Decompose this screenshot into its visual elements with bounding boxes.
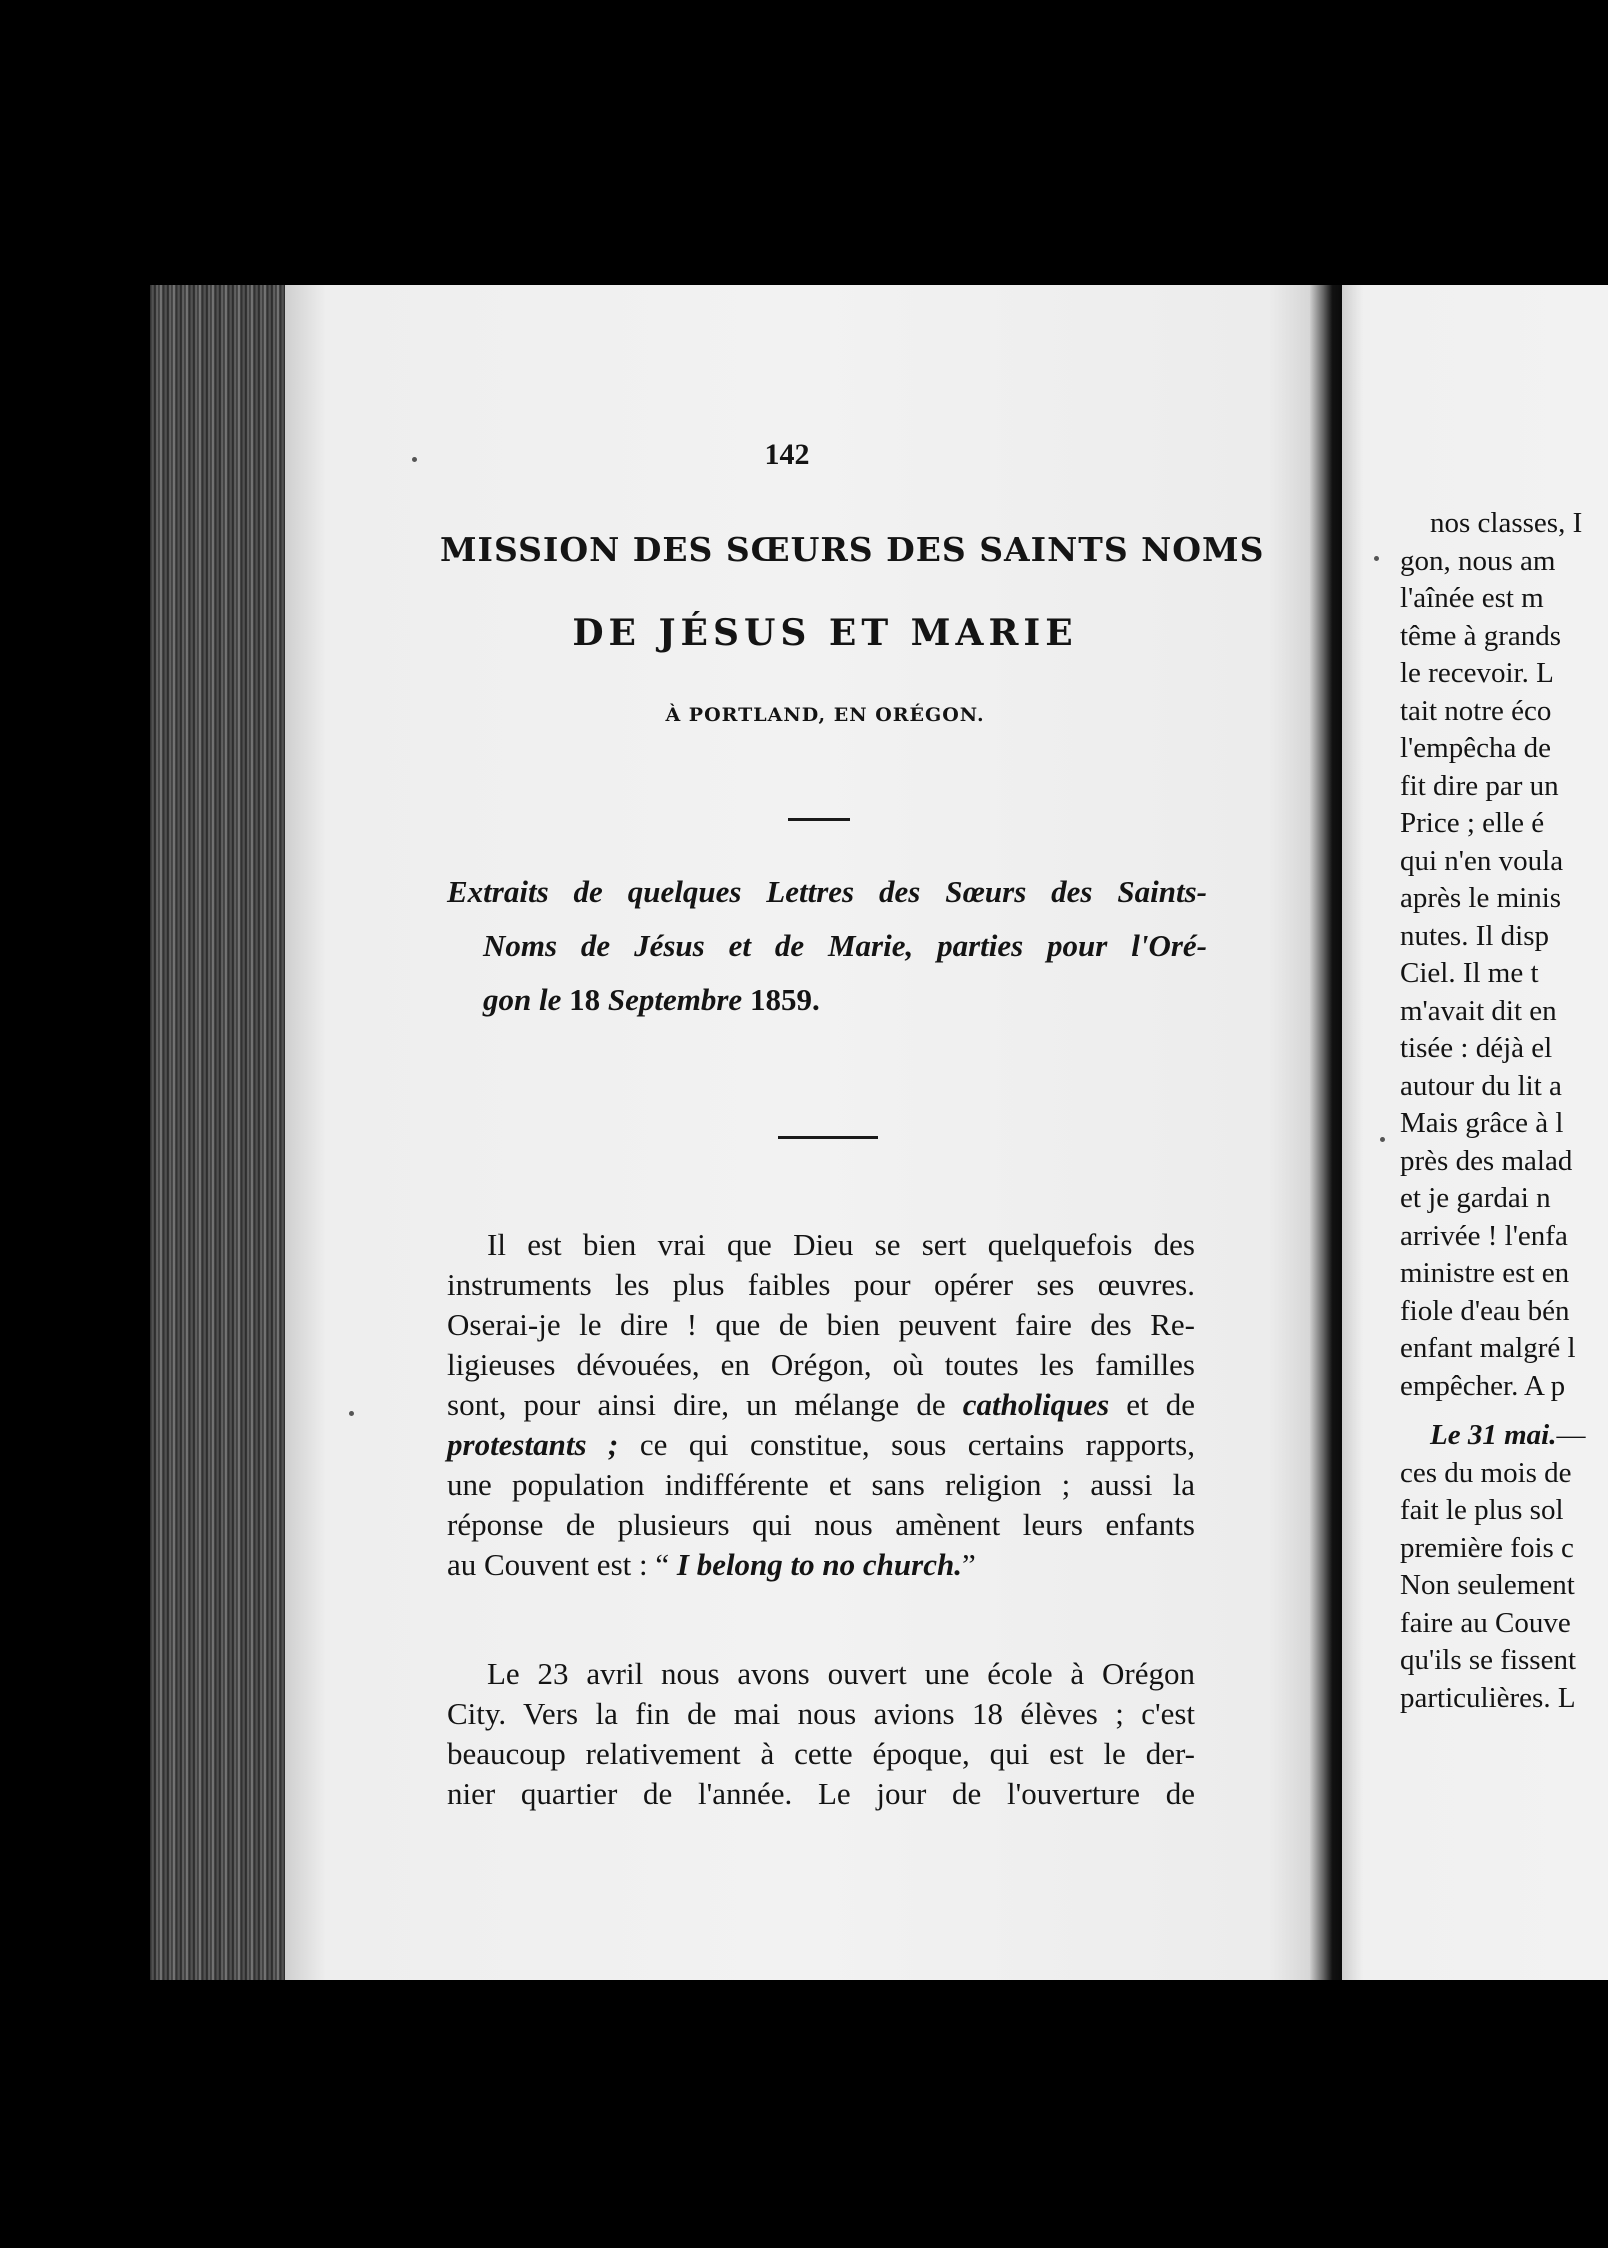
text-line: une population indifférente et sans religion ; aussi la — [447, 1467, 1195, 1502]
text-line: Non seulement — [1400, 1569, 1575, 1601]
text-line: instruments les plus faibles pour opérer ses œuvres. — [447, 1267, 1195, 1302]
text-line: gon, nous am — [1400, 544, 1556, 577]
text-emphasis: Le 31 mai. — [1430, 1419, 1557, 1451]
text-line: tisée : déjà el — [1400, 1032, 1553, 1064]
text-line: Ciel. Il me t — [1400, 957, 1539, 989]
text-line: Oserai-je le dire ! que de bien peuvent faire des Re- — [447, 1307, 1195, 1342]
chapter-subtitle-location: À PORTLAND, EN ORÉGON. — [665, 704, 985, 726]
text-line: particulières. L — [1400, 1681, 1576, 1714]
right-page-text — [1400, 505, 1585, 1717]
subtitle-text: gon le — [483, 982, 570, 1017]
text-line: fait le plus sol — [1400, 1494, 1564, 1526]
text-segment: ” — [961, 1547, 976, 1582]
text-line: ces du mois de — [1400, 1456, 1572, 1489]
subtitle-year: 1859. — [749, 982, 820, 1017]
text-line: l'aînée est m — [1400, 582, 1544, 614]
text-line — [447, 1545, 1195, 1585]
subtitle-line — [447, 973, 1207, 1027]
text-line: près des malad — [1400, 1144, 1573, 1177]
text-line — [1400, 1417, 1585, 1455]
text-line: Le 23 avril nous avons ouvert une école à Orégon — [487, 1656, 1195, 1691]
book-gutter — [1310, 285, 1342, 1980]
text-line: fit dire par un — [1400, 769, 1559, 802]
subtitle-line: Extraits de quelques Lettres des Sœurs des Saints- — [447, 874, 1207, 909]
text-line: tême à grands — [1400, 619, 1562, 652]
text-line: arrivée ! l'enfa — [1400, 1219, 1568, 1252]
text-line: le recevoir. L — [1400, 657, 1554, 689]
text-line: empêcher. A p — [1400, 1369, 1566, 1402]
text-line: ligieuses dévouées, en Orégon, où toutes les familles — [447, 1347, 1195, 1382]
paragraph — [447, 1654, 1195, 1814]
text-segment: au Couvent est : “ — [447, 1547, 677, 1582]
divider-rule — [778, 1136, 878, 1139]
text-line: nutes. Il disp — [1400, 919, 1550, 952]
text-line: nos classes, I — [1430, 507, 1583, 539]
letters-subtitle — [447, 865, 1207, 1027]
text-line: m'avait dit en — [1400, 994, 1557, 1027]
paragraph — [447, 1225, 1195, 1585]
chapter-title-line1: MISSION DES SŒURS DES SAINTS NOMS — [440, 530, 1265, 569]
scan-speck — [349, 1411, 354, 1416]
page-number: 142 — [764, 438, 810, 471]
text-emphasis: I belong to no church. — [676, 1547, 962, 1582]
subtitle-month: Septembre — [600, 982, 750, 1017]
text-line: tait notre éco — [1400, 694, 1552, 727]
chapter-title-line2: DE JÉSUS ET MARIE — [572, 612, 1078, 654]
text-line — [447, 1385, 1195, 1425]
scan-speck — [1380, 1137, 1385, 1142]
text-line — [447, 1425, 1195, 1465]
subtitle-line: Noms de Jésus et de Marie, parties pour l'Oré- — [483, 928, 1207, 963]
text-line: autour du lit a — [1400, 1069, 1562, 1102]
text-line: Price ; elle é — [1400, 807, 1545, 839]
text-line: nier quartier de l'année. Le jour de l'ouverture de — [447, 1776, 1195, 1811]
text-emphasis: catholiques — [962, 1387, 1110, 1422]
text-line: City. Vers la fin de mai nous avions 18 élèves ; c'est — [447, 1696, 1195, 1731]
text-line: Mais grâce à l — [1400, 1107, 1564, 1139]
text-segment: ce qui constitue, sous certains rapports, — [618, 1427, 1195, 1462]
text-segment: sont, pour ainsi dire, un mélange de — [447, 1387, 963, 1422]
text-line: ministre est en — [1400, 1257, 1570, 1289]
text-line: Il est bien vrai que Dieu se sert quelquefois des — [487, 1227, 1195, 1262]
text-line: réponse de plusieurs qui nous amènent leurs enfants — [447, 1507, 1195, 1542]
text-segment: et de — [1109, 1387, 1195, 1422]
divider-rule — [788, 818, 850, 821]
scan-speck — [1374, 556, 1379, 561]
text-line: après le minis — [1400, 882, 1562, 914]
text-line: et je gardai n — [1400, 1182, 1551, 1214]
text-line: faire au Couve — [1400, 1606, 1571, 1639]
text-line: première fois c — [1400, 1531, 1574, 1564]
text-segment: — — [1556, 1419, 1586, 1451]
text-line: beaucoup relativement à cette époque, qui est le der- — [447, 1736, 1195, 1771]
subtitle-day: 18 — [569, 982, 601, 1017]
text-line: qui n'en voula — [1400, 844, 1564, 877]
text-line: l'empêcha de — [1400, 732, 1551, 764]
text-line: qu'ils se fissent — [1400, 1644, 1576, 1676]
text-emphasis: protestants ; — [447, 1427, 619, 1462]
text-line: enfant malgré l — [1400, 1332, 1576, 1364]
text-line: fiole d'eau bén — [1400, 1294, 1570, 1327]
